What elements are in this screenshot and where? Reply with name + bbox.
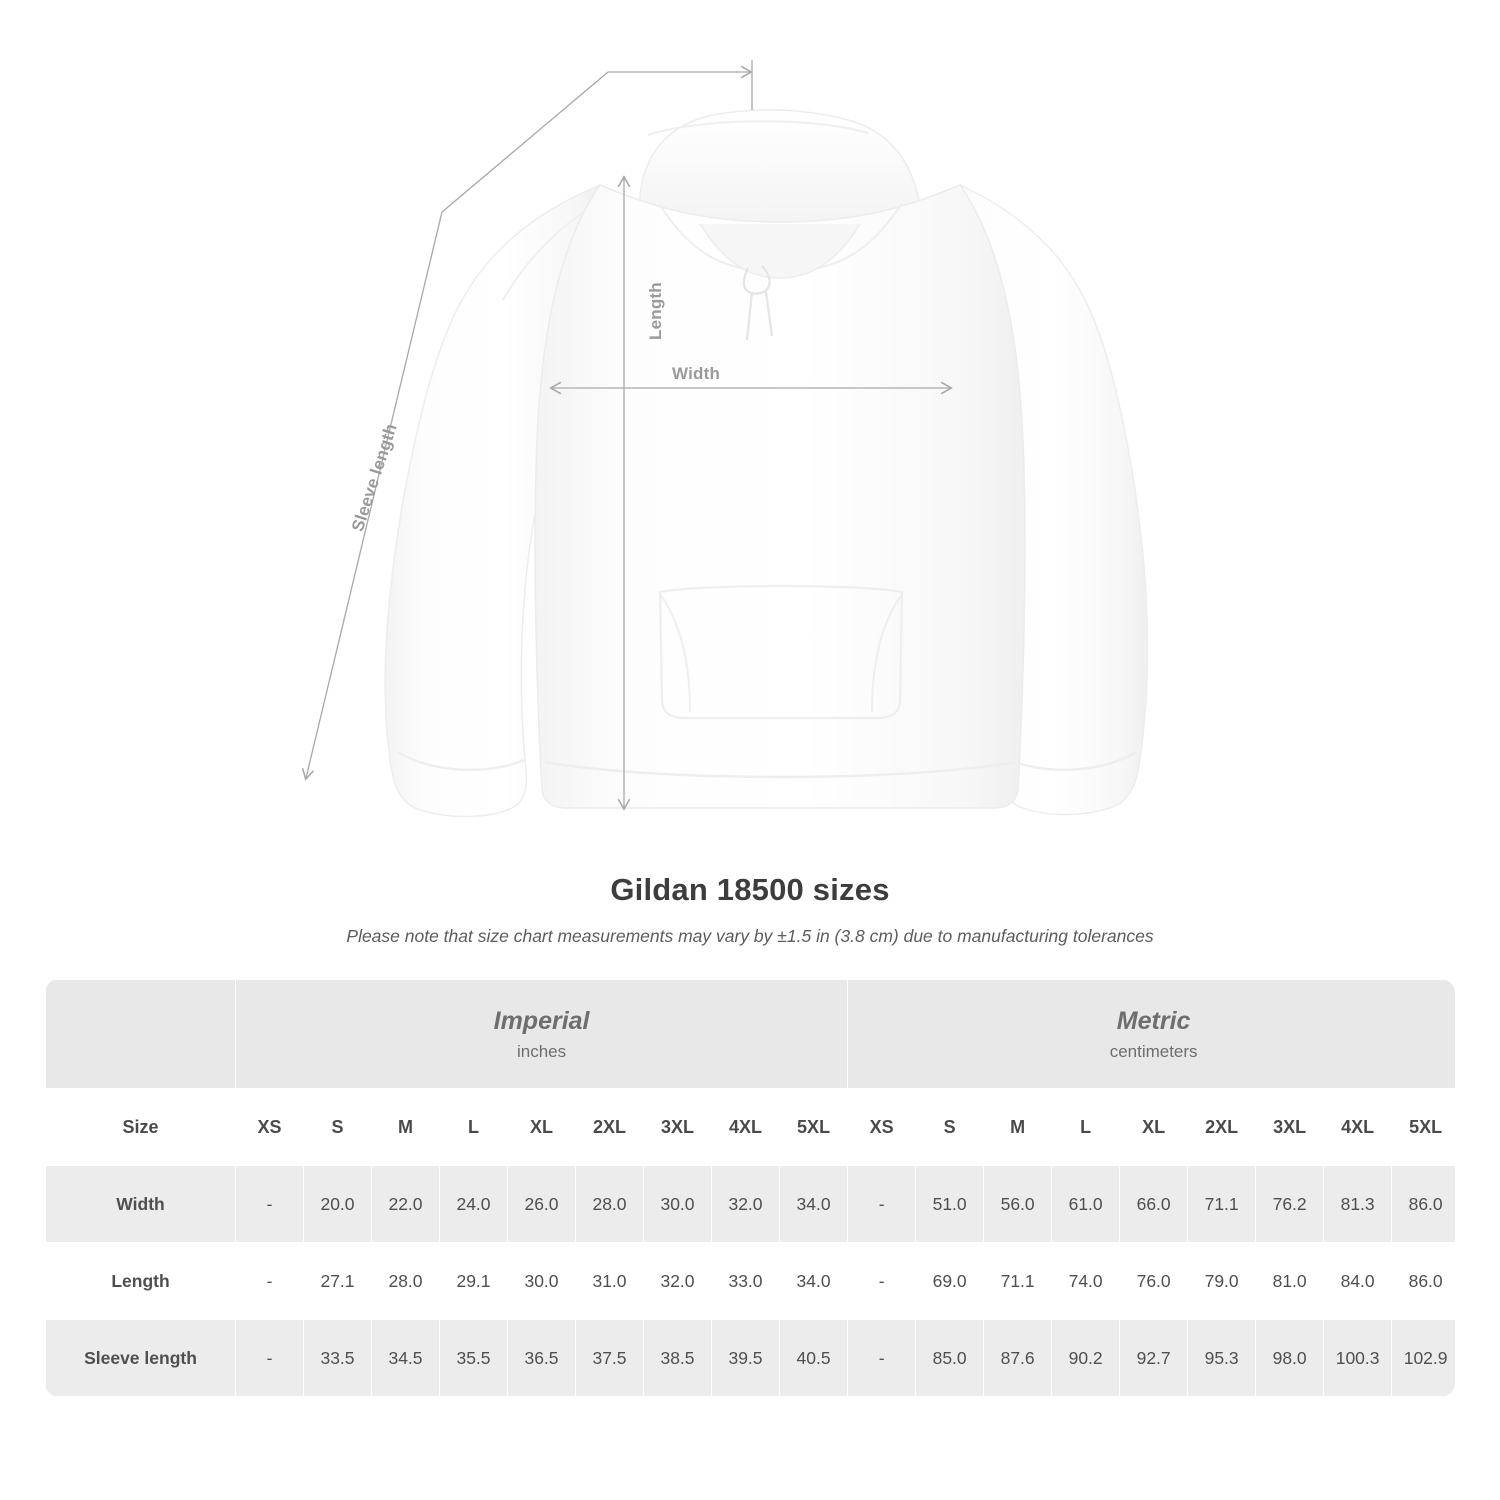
- unit-sub-imperial: inches: [516, 1041, 567, 1061]
- cell-sleeve-metric-m: 87.6: [984, 1320, 1052, 1397]
- size-header-metric-4xl: 4XL: [1324, 1089, 1392, 1166]
- cell-width-imperial-3xl: 30.0: [644, 1166, 712, 1243]
- size-header-metric-s: S: [916, 1089, 984, 1166]
- cell-length-metric-l: 74.0: [1052, 1243, 1120, 1320]
- cell-width-metric-2xl: 71.1: [1188, 1166, 1256, 1243]
- cell-width-imperial-l: 24.0: [440, 1166, 508, 1243]
- cell-sleeve-metric-xs: -: [848, 1320, 916, 1397]
- size-header-label: Size: [46, 1089, 236, 1166]
- unit-sub-metric: centimeters: [1109, 1041, 1198, 1061]
- cell-length-imperial-s: 27.1: [304, 1243, 372, 1320]
- cell-length-metric-3xl: 81.0: [1256, 1243, 1324, 1320]
- cell-sleeve-metric-2xl: 95.3: [1188, 1320, 1256, 1397]
- cell-sleeve-imperial-xs: -: [236, 1320, 304, 1397]
- cell-length-imperial-5xl: 34.0: [780, 1243, 848, 1320]
- cell-length-imperial-2xl: 31.0: [576, 1243, 644, 1320]
- cell-width-metric-5xl: 86.0: [1392, 1166, 1455, 1243]
- cell-sleeve-metric-3xl: 98.0: [1256, 1320, 1324, 1397]
- cell-width-metric-xs: -: [848, 1166, 916, 1243]
- cell-length-metric-5xl: 86.0: [1392, 1243, 1455, 1320]
- size-header-row: [46, 1089, 1456, 1166]
- cell-sleeve-imperial-2xl: 37.5: [576, 1320, 644, 1397]
- cell-length-metric-xs: -: [848, 1243, 916, 1320]
- cell-sleeve-imperial-s: 33.5: [304, 1320, 372, 1397]
- size-table-wrapper: [45, 979, 1455, 1397]
- cell-length-imperial-4xl: 33.0: [712, 1243, 780, 1320]
- table-row: [46, 1166, 1456, 1243]
- cell-sleeve-metric-s: 85.0: [916, 1320, 984, 1397]
- size-header-imperial-3xl: 3XL: [644, 1089, 712, 1166]
- cell-sleeve-metric-4xl: 100.3: [1324, 1320, 1392, 1397]
- unit-header-metric: [848, 980, 1455, 1089]
- table-row: [46, 1320, 1456, 1397]
- cell-sleeve-imperial-xl: 36.5: [508, 1320, 576, 1397]
- cell-width-metric-3xl: 76.2: [1256, 1166, 1324, 1243]
- size-header-imperial-4xl: 4XL: [712, 1089, 780, 1166]
- length-label: Length: [646, 282, 665, 340]
- title-block: [0, 872, 1500, 947]
- cell-sleeve-imperial-l: 35.5: [440, 1320, 508, 1397]
- cell-length-imperial-xs: -: [236, 1243, 304, 1320]
- cell-width-metric-m: 56.0: [984, 1166, 1052, 1243]
- size-header-metric-l: L: [1052, 1089, 1120, 1166]
- cell-sleeve-imperial-3xl: 38.5: [644, 1320, 712, 1397]
- size-header-imperial-s: S: [304, 1089, 372, 1166]
- size-header-metric-2xl: 2XL: [1188, 1089, 1256, 1166]
- cell-sleeve-metric-5xl: 102.9: [1392, 1320, 1455, 1397]
- cell-sleeve-imperial-5xl: 40.5: [780, 1320, 848, 1397]
- unit-header-spacer: [46, 980, 236, 1089]
- size-header-metric-5xl: 5XL: [1392, 1089, 1455, 1166]
- size-header-imperial-5xl: 5XL: [780, 1089, 848, 1166]
- size-header-metric-3xl: 3XL: [1256, 1089, 1324, 1166]
- cell-sleeve-metric-l: 90.2: [1052, 1320, 1120, 1397]
- cell-width-metric-l: 61.0: [1052, 1166, 1120, 1243]
- cell-width-imperial-2xl: 28.0: [576, 1166, 644, 1243]
- size-header-imperial-m: M: [372, 1089, 440, 1166]
- size-header-metric-xl: XL: [1120, 1089, 1188, 1166]
- unit-header-row: [46, 980, 1456, 1089]
- cell-length-imperial-m: 28.0: [372, 1243, 440, 1320]
- size-header-metric-m: M: [984, 1089, 1052, 1166]
- row-label-length: Length: [46, 1243, 236, 1320]
- size-header-imperial-xl: XL: [508, 1089, 576, 1166]
- cell-width-imperial-s: 20.0: [304, 1166, 372, 1243]
- cell-width-metric-4xl: 81.3: [1324, 1166, 1392, 1243]
- unit-name-metric: Metric: [1116, 1006, 1191, 1035]
- cell-width-imperial-xs: -: [236, 1166, 304, 1243]
- cell-width-imperial-5xl: 34.0: [780, 1166, 848, 1243]
- tolerance-note: Please note that size chart measurements may vary by ±1.5 in (3.8 cm) due to manufacturing tolerances: [346, 926, 1154, 946]
- cell-length-metric-s: 69.0: [916, 1243, 984, 1320]
- cell-length-imperial-xl: 30.0: [508, 1243, 576, 1320]
- size-header-imperial-xs: XS: [236, 1089, 304, 1166]
- cell-width-imperial-m: 22.0: [372, 1166, 440, 1243]
- cell-sleeve-imperial-4xl: 39.5: [712, 1320, 780, 1397]
- sleeve-length-label: Sleeve length: [348, 421, 401, 534]
- row-label-sleeve-length: Sleeve length: [46, 1320, 236, 1397]
- size-header-imperial-2xl: 2XL: [576, 1089, 644, 1166]
- cell-width-metric-xl: 66.0: [1120, 1166, 1188, 1243]
- cell-sleeve-imperial-m: 34.5: [372, 1320, 440, 1397]
- cell-sleeve-metric-xl: 92.7: [1120, 1320, 1188, 1397]
- page-title: Gildan 18500 sizes: [610, 872, 890, 907]
- cell-width-metric-s: 51.0: [916, 1166, 984, 1243]
- unit-name-imperial: Imperial: [493, 1006, 590, 1035]
- cell-length-imperial-l: 29.1: [440, 1243, 508, 1320]
- cell-length-metric-4xl: 84.0: [1324, 1243, 1392, 1320]
- cell-length-metric-2xl: 79.0: [1188, 1243, 1256, 1320]
- cell-length-metric-m: 71.1: [984, 1243, 1052, 1320]
- cell-width-imperial-xl: 26.0: [508, 1166, 576, 1243]
- table-row: [46, 1243, 1456, 1320]
- size-table: [45, 979, 1455, 1397]
- cell-length-metric-xl: 76.0: [1120, 1243, 1188, 1320]
- cell-width-imperial-4xl: 32.0: [712, 1166, 780, 1243]
- unit-header-imperial: [236, 980, 848, 1089]
- cell-length-imperial-3xl: 32.0: [644, 1243, 712, 1320]
- size-header-metric-xs: XS: [848, 1089, 916, 1166]
- hoodie-garment: [385, 110, 1147, 817]
- width-label: Width: [672, 364, 721, 383]
- size-header-imperial-l: L: [440, 1089, 508, 1166]
- row-label-width: Width: [46, 1166, 236, 1243]
